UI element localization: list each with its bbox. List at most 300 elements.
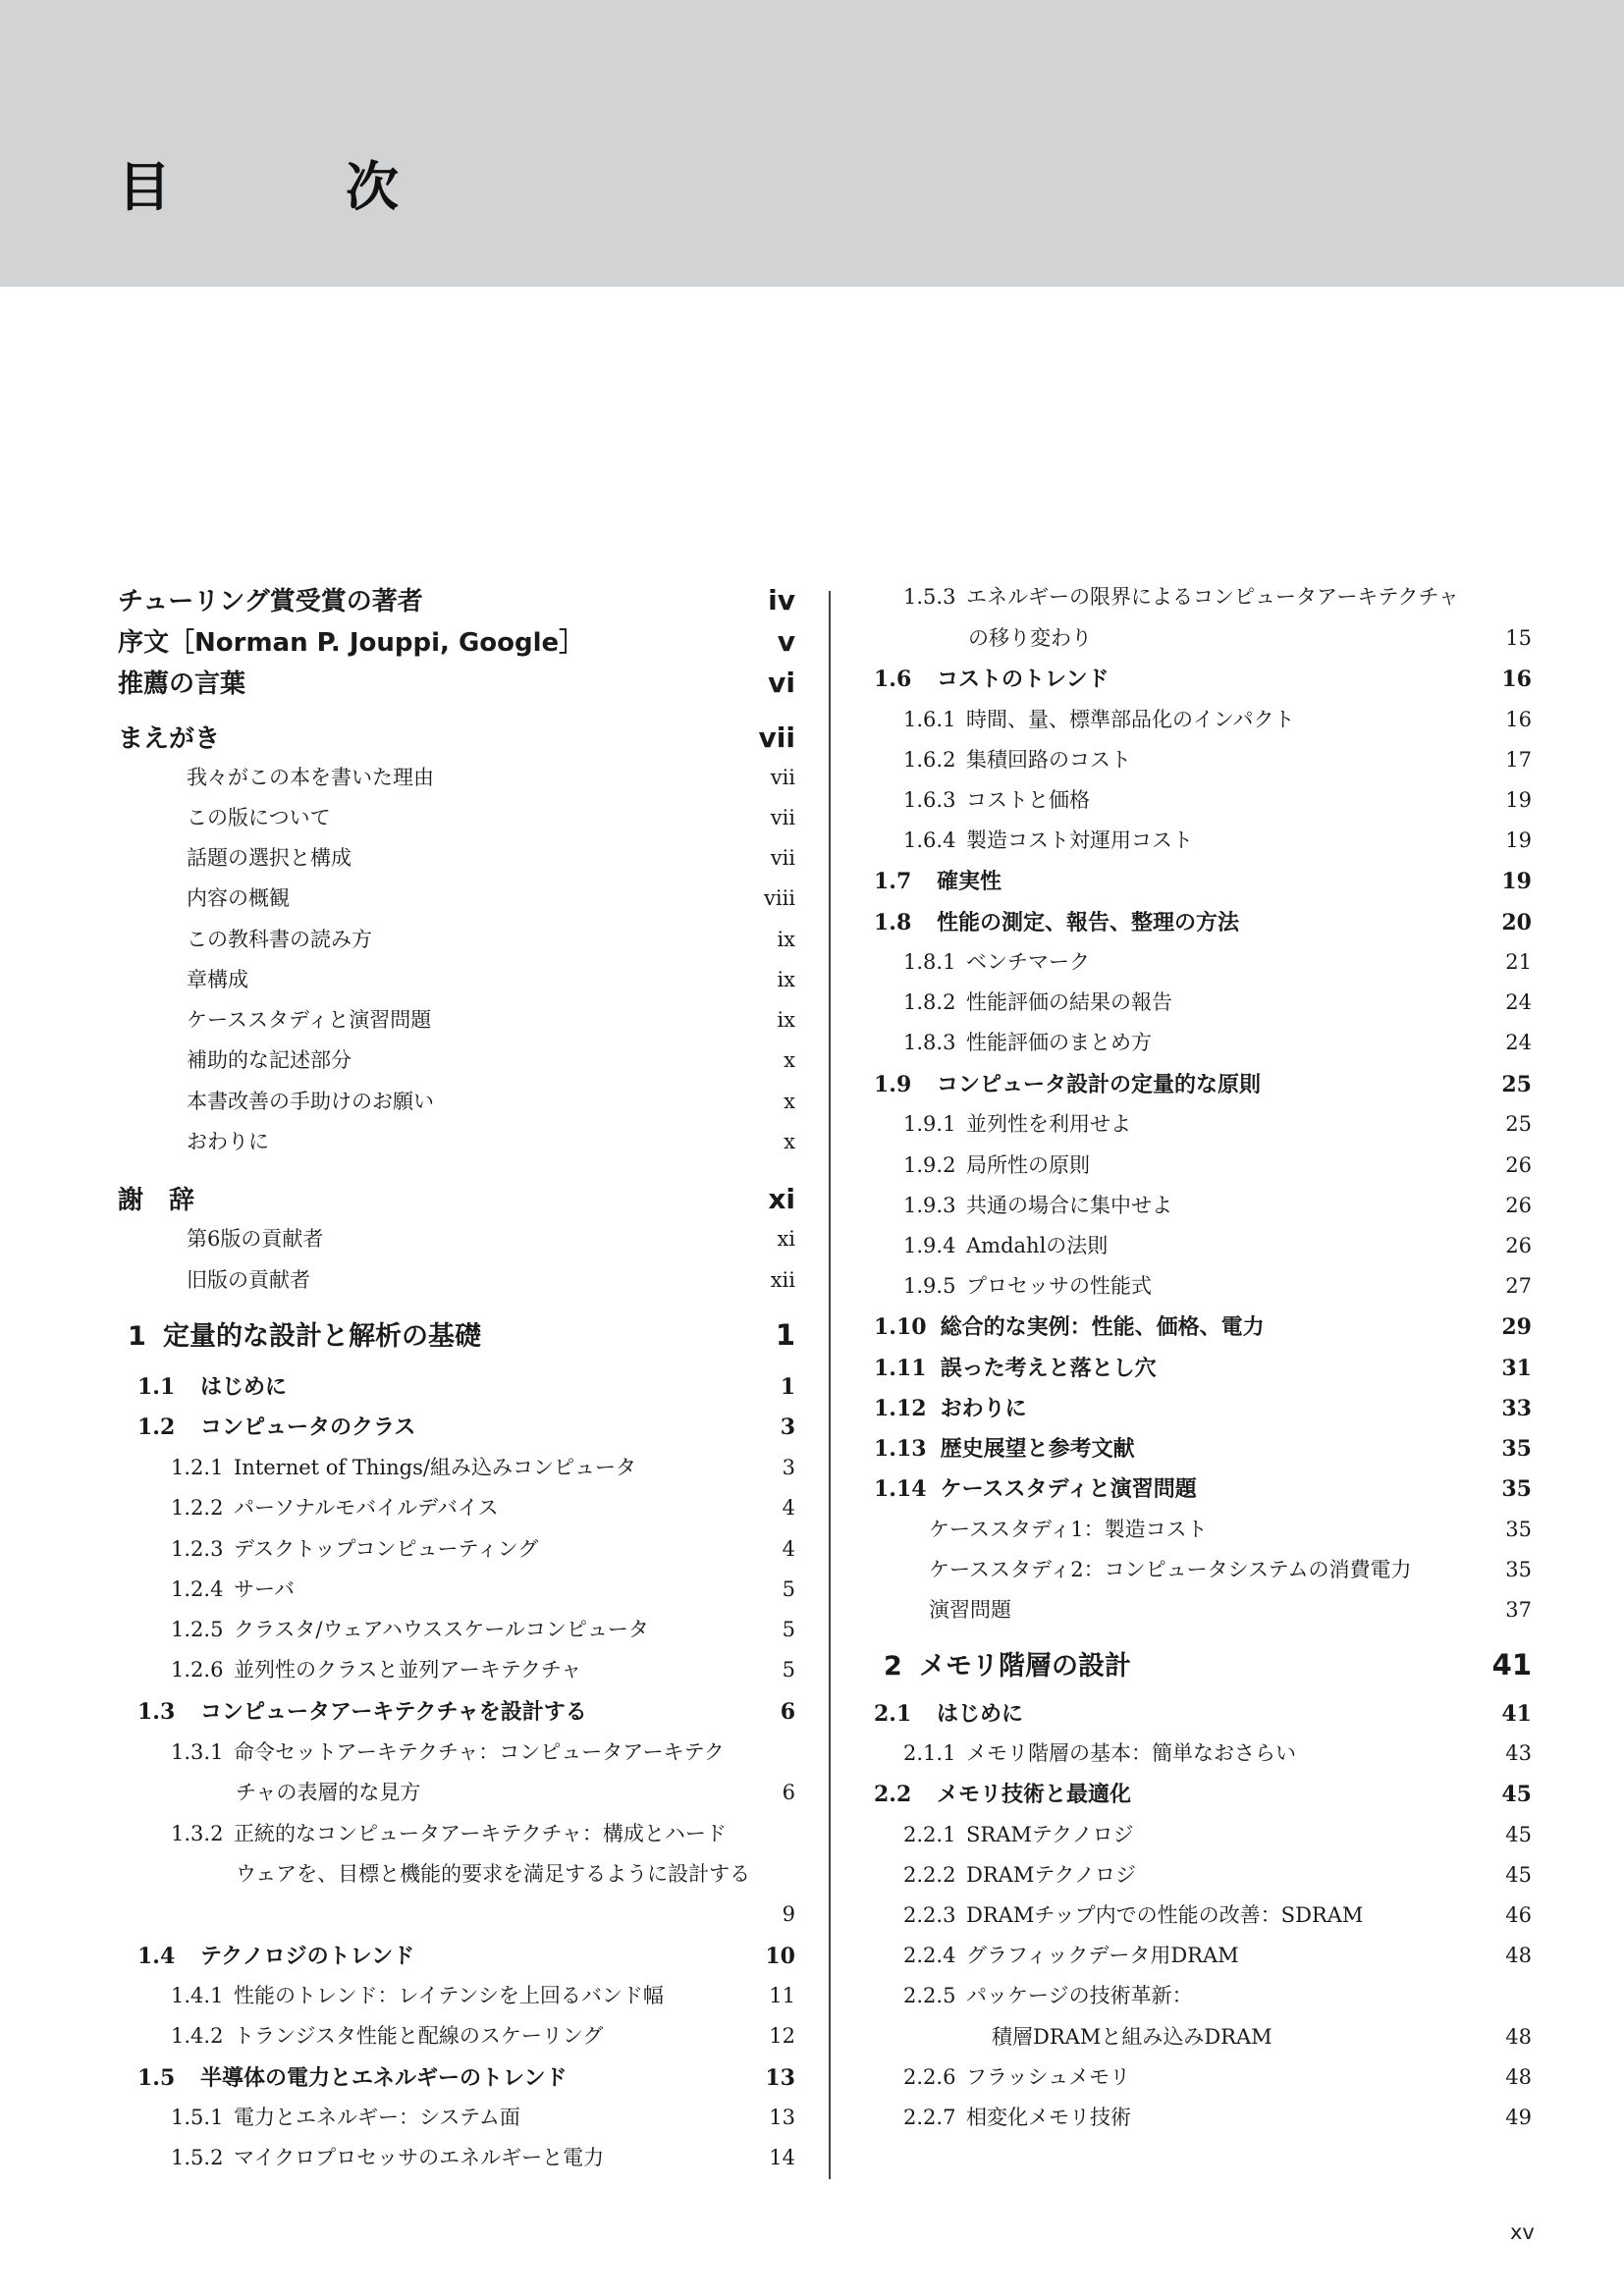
toc-page-number: ix — [777, 968, 795, 991]
toc-entry-title: 製造コスト対運用コスト — [966, 828, 1193, 852]
toc-entry-title: コンピュータアーキテクチャを設計する — [200, 1699, 587, 1725]
toc-entry-label — [137, 1946, 765, 1967]
toc-entry-label — [187, 970, 777, 990]
toc-entry-number: 1.9.4 — [903, 1234, 956, 1257]
toc-page-number: 26 — [1505, 1194, 1532, 1217]
toc-page-number: 16 — [1501, 667, 1532, 692]
toc-entry-label — [903, 1033, 1505, 1053]
toc-entry-number: 1.9.2 — [903, 1153, 956, 1177]
toc-entry-title: 性能のトレンド：レイテンシを上回るバンド幅 — [234, 1984, 664, 2007]
toc-page-number: 6 — [782, 1781, 795, 1804]
toc-entry-title: ケーススタディ2：コンピュータシステムの消費電力 — [929, 1558, 1412, 1581]
toc-entry-title: パーソナルモバイルデバイス — [234, 1496, 499, 1520]
header-band — [0, 0, 1624, 287]
toc-entry-label — [171, 2108, 769, 2128]
toc-entry-4[interactable] — [187, 768, 795, 797]
toc-entry-title: ベンチマーク — [966, 950, 1090, 974]
toc-page-number: 35 — [1501, 1436, 1532, 1462]
toc-entry-0[interactable] — [118, 584, 795, 620]
toc-entry-label — [929, 1600, 1505, 1621]
toc-entry-label — [137, 1416, 781, 1438]
toc-entry-number: 1.9.5 — [903, 1274, 956, 1298]
toc-entry-label — [903, 1276, 1505, 1297]
toc-subsection-2-2-6[interactable] — [903, 2067, 1532, 2097]
toc-section-1-2[interactable] — [137, 1416, 795, 1446]
toc-page-number: 24 — [1505, 990, 1532, 1014]
toc-subsection-1-2-4[interactable] — [171, 1579, 795, 1609]
toc-entry-title: ケーススタディと演習問題 — [187, 1008, 432, 1032]
toc-subsection-1-9-2[interactable] — [903, 1155, 1532, 1185]
toc-entry-title: この版について — [187, 806, 331, 829]
toc-entry-title: はじめに — [200, 1374, 288, 1400]
toc-subsection-1-5-1[interactable] — [171, 2108, 795, 2137]
toc-page-number: 35 — [1501, 1476, 1532, 1502]
toc-entry-title: Amdahlの法則 — [966, 1234, 1109, 1257]
toc-page-number: 25 — [1505, 1112, 1532, 1136]
toc-subsection-1-2-2[interactable] — [171, 1498, 795, 1527]
toc-subsection-1-8-2[interactable] — [903, 992, 1532, 1022]
toc-entry-number: 2.1 — [874, 1701, 912, 1727]
toc-subsection-1-3-2[interactable] — [171, 1824, 795, 1853]
toc-entry-number: 1.2 — [137, 1415, 176, 1440]
toc-entry-label — [903, 1986, 1532, 2006]
toc-entry-title: メモリ階層の基本：簡単なおさらい — [966, 1741, 1296, 1765]
toc-section-1-10[interactable] — [874, 1316, 1532, 1346]
toc-entry-5[interactable] — [187, 808, 795, 837]
toc-entry-label — [171, 1824, 795, 1844]
toc-section-1-11[interactable] — [874, 1358, 1532, 1387]
toc-page-number: 31 — [1501, 1356, 1532, 1381]
toc-page-number: 15 — [1505, 626, 1532, 650]
toc-entry-title: 話題の選択と構成 — [187, 846, 352, 870]
toc-entry-title: クラスタ/ウェアハウススケールコンピュータ — [234, 1618, 649, 1641]
toc-entry-number: 1.9.3 — [903, 1194, 956, 1217]
toc-page-number: 41 — [1491, 1648, 1532, 1682]
toc-entry-label — [118, 1323, 776, 1350]
toc-entry-number: 1.2.4 — [171, 1577, 224, 1601]
toc-entry-title: 並列性のクラスと並列アーキテクチャ — [234, 1658, 582, 1682]
toc-page-number: x — [784, 1048, 795, 1072]
toc-entry-10[interactable] — [187, 1010, 795, 1040]
toc-entry-number: 1.5.3 — [903, 585, 956, 609]
toc-chapter-2[interactable] — [874, 1648, 1532, 1686]
toc-entry-number: 1.13 — [874, 1436, 927, 1462]
toc-entry-label — [903, 2108, 1505, 2128]
toc-page-number: 4 — [782, 1537, 795, 1561]
toc-page-number: 17 — [1505, 748, 1532, 772]
toc-section-1-5[interactable] — [137, 2067, 795, 2097]
toc-entry-title: エネルギーの限界によるコンピュータアーキテクチャ — [966, 585, 1459, 609]
toc-entry-label — [187, 848, 771, 869]
toc-subsection-2-2-5[interactable] — [903, 1986, 1532, 2015]
toc-entry-number: 2.2.2 — [903, 1863, 956, 1887]
toc-entry-label — [187, 768, 771, 788]
toc-entry-number: 1.4.1 — [171, 1984, 224, 2007]
toc-entry-label — [903, 1743, 1505, 1764]
toc-entry-label — [171, 1458, 783, 1478]
toc-entry-number: 1.8 — [874, 910, 912, 935]
toc-entry-title: 我々がこの本を書いた理由 — [187, 766, 434, 789]
toc-page-number: xi — [768, 1183, 795, 1215]
toc-entry-label — [903, 790, 1505, 811]
toc-entry-title: フラッシュメモリ — [966, 2065, 1131, 2089]
toc-page-number: 13 — [769, 2106, 795, 2129]
toc-entry-number: 1.8.3 — [903, 1031, 956, 1054]
toc-entry-label — [171, 1986, 769, 2006]
toc-entry-number: 1.2.1 — [171, 1456, 224, 1479]
toc-entry-title: 内容の概観 — [187, 886, 290, 910]
toc-page-number: 45 — [1501, 1782, 1532, 1807]
toc-entry-label — [874, 1358, 1501, 1379]
toc-entry-11[interactable] — [187, 1050, 795, 1080]
toc-entry-number: 1.5.2 — [171, 2146, 224, 2169]
toc-entry-title: デスクトップコンピューティング — [234, 1537, 539, 1561]
toc-entry-15[interactable] — [187, 1229, 795, 1258]
toc-page-number: vii — [770, 806, 795, 829]
toc-entry-number: 1.11 — [874, 1356, 927, 1381]
toc-entry-title: 並列性を利用せよ — [966, 1112, 1131, 1136]
toc-page-number: 49 — [1505, 2106, 1532, 2129]
toc-section-1-8[interactable] — [874, 912, 1532, 941]
toc-page-number: 37 — [1505, 1598, 1532, 1622]
toc-entry-label — [903, 1236, 1505, 1256]
toc-entry-label — [171, 1742, 795, 1763]
toc-page-number: 29 — [1501, 1314, 1532, 1340]
toc-section-1-13[interactable] — [874, 1438, 1532, 1468]
page-number: xv — [1510, 2220, 1535, 2244]
toc-entry-label — [874, 668, 1501, 690]
toc-entry-label — [874, 1438, 1501, 1460]
toc-section-1-9[interactable] — [874, 1074, 1532, 1103]
toc-entry-label — [187, 888, 764, 909]
toc-entry-title: 性能評価のまとめ方 — [966, 1031, 1152, 1054]
toc-entry-number: 1.3.2 — [171, 1822, 224, 1845]
toc-entry-title: はじめに — [937, 1701, 1024, 1727]
toc-entry-title: 本書改善の手助けのお願い — [187, 1090, 434, 1113]
toc-entry-title: SRAMテクノロジ — [966, 1823, 1134, 1846]
toc-section-1-1[interactable] — [137, 1376, 795, 1406]
toc-entry-title: 謝 辞 — [118, 1186, 195, 1215]
toc-entry-label — [874, 1316, 1501, 1338]
toc-entry-label — [118, 589, 768, 614]
toc-entry-number: 1.6.4 — [903, 828, 956, 852]
toc-entry-label — [171, 1579, 783, 1600]
toc-section-2-2[interactable] — [874, 1784, 1532, 1813]
toc-section-1-7[interactable] — [874, 871, 1532, 900]
toc-entry-number: 2.2 — [874, 1782, 912, 1807]
toc-subsection-1-6-3[interactable] — [903, 790, 1532, 820]
toc-subsection-1-2-1[interactable] — [171, 1458, 795, 1487]
toc-page-number: 20 — [1501, 910, 1532, 935]
toc-entry-2[interactable] — [118, 669, 795, 703]
toc-entry-number: 1 — [128, 1321, 146, 1352]
toc-entry-label — [903, 952, 1505, 973]
toc-entry-title: 積層DRAMと組み込みDRAM — [992, 2025, 1272, 2049]
toc-entry-title: 第6版の貢献者 — [187, 1227, 324, 1251]
toc-subsection-1-8-3[interactable] — [903, 1033, 1532, 1062]
toc-entry-24[interactable] — [929, 1560, 1532, 1589]
toc-subsection-1-3-1[interactable] — [171, 1742, 795, 1772]
toc-entry-number: 2.2.7 — [903, 2106, 956, 2129]
toc-entry-label — [187, 1010, 777, 1031]
toc-entry-title: の移り変わり — [968, 626, 1092, 650]
toc-entry-31[interactable] — [236, 1904, 795, 1934]
toc-entry-title: 推薦の言葉 — [118, 669, 246, 699]
toc-entry-label — [903, 2067, 1505, 2088]
toc-entry-label — [903, 992, 1505, 1013]
toc-entry-number: 1.8.1 — [903, 950, 956, 974]
toc-entry-label — [236, 1783, 783, 1803]
toc-entry-title: コストのトレンド — [937, 667, 1110, 692]
toc-entry-number: 1.5.1 — [171, 2106, 224, 2129]
toc-page-number: 33 — [1501, 1396, 1532, 1421]
toc-page-number: 3 — [782, 1456, 795, 1479]
toc-entry-label — [118, 726, 759, 752]
toc-entry-label — [929, 1520, 1505, 1540]
toc-subsection-1-9-3[interactable] — [903, 1196, 1532, 1225]
toc-entry-title: ケーススタディ1：製造コスト — [929, 1518, 1208, 1541]
toc-entry-label — [874, 871, 1501, 892]
toc-subsection-1-9-1[interactable] — [903, 1114, 1532, 1144]
toc-subsection-1-2-6[interactable] — [171, 1660, 795, 1689]
toc-entry-number: 2.2.6 — [903, 2065, 956, 2089]
toc-entry-label — [874, 1398, 1501, 1419]
toc-page-number: 1 — [780, 1374, 795, 1400]
toc-entry-label — [137, 1376, 781, 1398]
toc-subsection-1-4-1[interactable] — [171, 1986, 795, 2015]
toc-subsection-1-2-5[interactable] — [171, 1620, 795, 1649]
toc-entry-30[interactable] — [236, 1864, 795, 1894]
toc-entry-number: 2.2.3 — [903, 1903, 956, 1927]
toc-subsection-1-2-3[interactable] — [171, 1539, 795, 1569]
toc-page-number: 5 — [782, 1658, 795, 1682]
toc-entry-label — [118, 630, 778, 656]
toc-entry-title: 局所性の原則 — [966, 1153, 1090, 1177]
toc-page-number: 4 — [782, 1496, 795, 1520]
toc-entry-label — [992, 2027, 1505, 2048]
column-divider — [829, 591, 831, 2179]
toc-entry-1[interactable] — [968, 628, 1532, 658]
toc-entry-title: メモリ階層の設計 — [919, 1651, 1131, 1682]
toc-entry-8[interactable] — [187, 930, 795, 959]
toc-page-number: 45 — [1505, 1823, 1532, 1846]
toc-entry-title: 電力とエネルギー：システム面 — [234, 2106, 520, 2129]
toc-entry-title: 章構成 — [187, 968, 248, 991]
toc-page-number: 27 — [1505, 1274, 1532, 1298]
toc-entry-number: 1.8.2 — [903, 990, 956, 1014]
toc-entry-label — [171, 1620, 783, 1640]
toc-entry-23[interactable] — [929, 1520, 1532, 1549]
toc-entry-number: 1.12 — [874, 1396, 927, 1421]
toc-entry-label — [187, 1092, 784, 1112]
toc-entry-number: 2 — [884, 1651, 902, 1682]
toc-page-number: vi — [768, 667, 795, 699]
toc-subsection-1-6-2[interactable] — [903, 750, 1532, 779]
toc-page-number: x — [784, 1130, 795, 1153]
toc-entry-title: 性能評価の結果の報告 — [966, 990, 1172, 1014]
toc-subsection-1-5-2[interactable] — [171, 2148, 795, 2177]
toc-entry-label — [137, 2067, 765, 2089]
toc-entry-label — [187, 808, 771, 828]
toc-entry-title: コンピュータ設計の定量的な原則 — [937, 1072, 1262, 1097]
toc-entry-13[interactable] — [187, 1132, 795, 1161]
toc-entry-number: 1.3.1 — [171, 1740, 224, 1764]
toc-entry-number: 1.6.3 — [903, 788, 956, 812]
toc-chapter-1[interactable] — [118, 1318, 795, 1357]
toc-subsection-2-2-7[interactable] — [903, 2108, 1532, 2137]
toc-subsection-2-2-4[interactable] — [903, 1946, 1532, 1975]
toc-subsection-2-2-2[interactable] — [903, 1865, 1532, 1895]
toc-subsection-1-6-1[interactable] — [903, 710, 1532, 739]
toc-subsection-1-9-4[interactable] — [903, 1236, 1532, 1265]
toc-subsection-1-9-5[interactable] — [903, 1276, 1532, 1306]
toc-section-1-6[interactable] — [874, 668, 1532, 698]
toc-entry-number: 1.2.2 — [171, 1496, 224, 1520]
toc-page-number: 14 — [769, 2146, 795, 2169]
toc-entry-title: メモリ技術と最適化 — [937, 1782, 1132, 1807]
toc-section-1-12[interactable] — [874, 1398, 1532, 1427]
toc-page-number: xii — [770, 1268, 795, 1292]
toc-page-number: 11 — [769, 1984, 795, 2007]
toc-page-number: 45 — [1505, 1863, 1532, 1887]
toc-entry-label — [874, 1653, 1492, 1680]
toc-page-number: 24 — [1505, 1031, 1532, 1054]
toc-page-number: 21 — [1505, 950, 1532, 974]
toc-entry-1[interactable] — [118, 625, 795, 662]
toc-entry-number: 1.2.3 — [171, 1537, 224, 1561]
toc-page-number: 19 — [1505, 788, 1532, 812]
toc-entry-title: テクノロジのトレンド — [200, 1944, 415, 1969]
toc-entry-label — [187, 1132, 784, 1152]
toc-entry-title: サーバ — [234, 1577, 295, 1601]
toc-subsection-1-4-2[interactable] — [171, 2026, 795, 2056]
toc-section-1-3[interactable] — [137, 1701, 795, 1731]
toc-page-number: vii — [770, 766, 795, 789]
toc-entry-title: 定量的な設計と解析の基礎 — [163, 1321, 481, 1352]
toc-entry-12[interactable] — [187, 1092, 795, 1121]
toc-entry-number: 2.2.4 — [903, 1944, 956, 1967]
toc-entry-9[interactable] — [187, 970, 795, 999]
toc-subsection-1-8-1[interactable] — [903, 952, 1532, 982]
toc-entry-number: 2.1.1 — [903, 1741, 956, 1765]
toc-entry-number: 1.7 — [874, 869, 912, 894]
toc-entry-25[interactable] — [929, 1600, 1532, 1629]
toc-entry-label — [187, 1050, 784, 1071]
toc-page-number: viii — [763, 886, 795, 910]
toc-entry-title: この教科書の読み方 — [187, 928, 372, 951]
toc-page-number: 43 — [1505, 1741, 1532, 1765]
toc-entry-title: 旧版の貢献者 — [187, 1268, 310, 1292]
toc-entry-16[interactable] — [187, 1270, 795, 1300]
toc-entry-label — [874, 1703, 1501, 1725]
toc-entry-3[interactable] — [118, 721, 795, 758]
toc-entry-number: 1.6 — [874, 667, 912, 692]
toc-entry-14[interactable] — [118, 1183, 795, 1219]
toc-section-2-1[interactable] — [874, 1703, 1532, 1733]
toc-subsection-2-2-1[interactable] — [903, 1825, 1532, 1854]
toc-entry-title: ウェアを、目標と機能的要求を満足するように設計する — [236, 1862, 751, 1886]
toc-entry-label — [968, 628, 1505, 649]
toc-subsection-2-1-1[interactable] — [903, 1743, 1532, 1773]
toc-entry-6[interactable] — [187, 848, 795, 878]
toc-entry-title: 相変化メモリ技術 — [966, 2106, 1131, 2129]
toc-entry-title: トランジスタ性能と配線のスケーリング — [234, 2024, 604, 2048]
toc-section-1-14[interactable] — [874, 1478, 1532, 1508]
toc-entry-label — [903, 1905, 1505, 1926]
toc-entry-title: 誤った考えと落とし穴 — [940, 1356, 1157, 1381]
toc-entry-title: おわりに — [940, 1396, 1027, 1421]
toc-entry-title: グラフィックデータ用DRAM — [966, 1944, 1239, 1967]
toc-entry-number: 1.4 — [137, 1944, 176, 1969]
toc-page-number: 6 — [780, 1699, 795, 1725]
toc-page-number: 48 — [1505, 2025, 1532, 2049]
toc-entry-number: 1.6.1 — [903, 708, 956, 731]
toc-entry-label — [874, 912, 1501, 934]
toc-entry-number: 2.2.1 — [903, 1823, 956, 1846]
toc-entry-label — [171, 2148, 769, 2168]
toc-subsection-1-5-3[interactable] — [903, 587, 1532, 616]
toc-entry-label — [903, 1155, 1505, 1176]
toc-section-1-4[interactable] — [137, 1946, 795, 1975]
toc-entry-label — [903, 1825, 1505, 1845]
toc-entry-title: コストと価格 — [966, 788, 1090, 812]
toc-entry-title: 演習問題 — [929, 1598, 1011, 1622]
toc-entry-title: 半導体の電力とエネルギーのトレンド — [200, 2065, 568, 2091]
toc-entry-label — [187, 930, 777, 950]
toc-subsection-2-2-3[interactable] — [903, 1905, 1532, 1935]
toc-entry-number: 1.9.1 — [903, 1112, 956, 1136]
toc-entry-label — [187, 1229, 777, 1250]
toc-entry-7[interactable] — [187, 888, 795, 918]
toc-page-number: ix — [777, 928, 795, 951]
toc-entry-number: 1.3 — [137, 1699, 176, 1725]
toc-entry-title: まえがき — [118, 724, 221, 754]
toc-entry-label — [903, 587, 1532, 608]
toc-page-number: 48 — [1505, 2065, 1532, 2089]
toc-entry-number: 1.9 — [874, 1072, 912, 1097]
toc-entry-title: 集積回路のコスト — [966, 748, 1131, 772]
toc-entry-title: DRAMチップ内での性能の改善：SDRAM — [966, 1903, 1364, 1927]
toc-entry-35[interactable] — [992, 2027, 1532, 2056]
toc-entry-title: 歴史展望と参考文献 — [940, 1436, 1135, 1462]
toc-entry-label — [171, 1539, 783, 1560]
toc-page-number: 5 — [782, 1618, 795, 1641]
page-title: 目 次 — [118, 156, 460, 218]
toc-page-number: 26 — [1505, 1234, 1532, 1257]
toc-entry-label — [903, 1196, 1505, 1216]
toc-subsection-1-6-4[interactable] — [903, 830, 1532, 860]
toc-page-number: 46 — [1505, 1903, 1532, 1927]
toc-entry-title: マイクロプロセッサのエネルギーと電力 — [234, 2146, 605, 2169]
toc-entry-label — [903, 1114, 1505, 1135]
toc-entry-label — [903, 1946, 1505, 1966]
toc-page-number: 35 — [1505, 1518, 1532, 1541]
toc-page-number: 35 — [1505, 1558, 1532, 1581]
toc-entry-number: 1.14 — [874, 1476, 927, 1502]
toc-page-number: 3 — [780, 1415, 795, 1440]
toc-entry-number: 1.2.5 — [171, 1618, 224, 1641]
toc-entry-28[interactable] — [236, 1783, 795, 1812]
toc-page-number: iv — [768, 584, 795, 616]
toc-entry-label — [903, 750, 1505, 771]
toc-page-number: 5 — [782, 1577, 795, 1601]
toc-entry-label — [874, 1074, 1501, 1095]
toc-page-number: 9 — [782, 1902, 795, 1926]
toc-entry-title: 序文［Norman P. Jouppi, Google］ — [118, 628, 585, 658]
toc-page-number: 13 — [765, 2065, 795, 2091]
toc-page-number: 26 — [1505, 1153, 1532, 1177]
toc-entry-number: 1.2.6 — [171, 1658, 224, 1682]
